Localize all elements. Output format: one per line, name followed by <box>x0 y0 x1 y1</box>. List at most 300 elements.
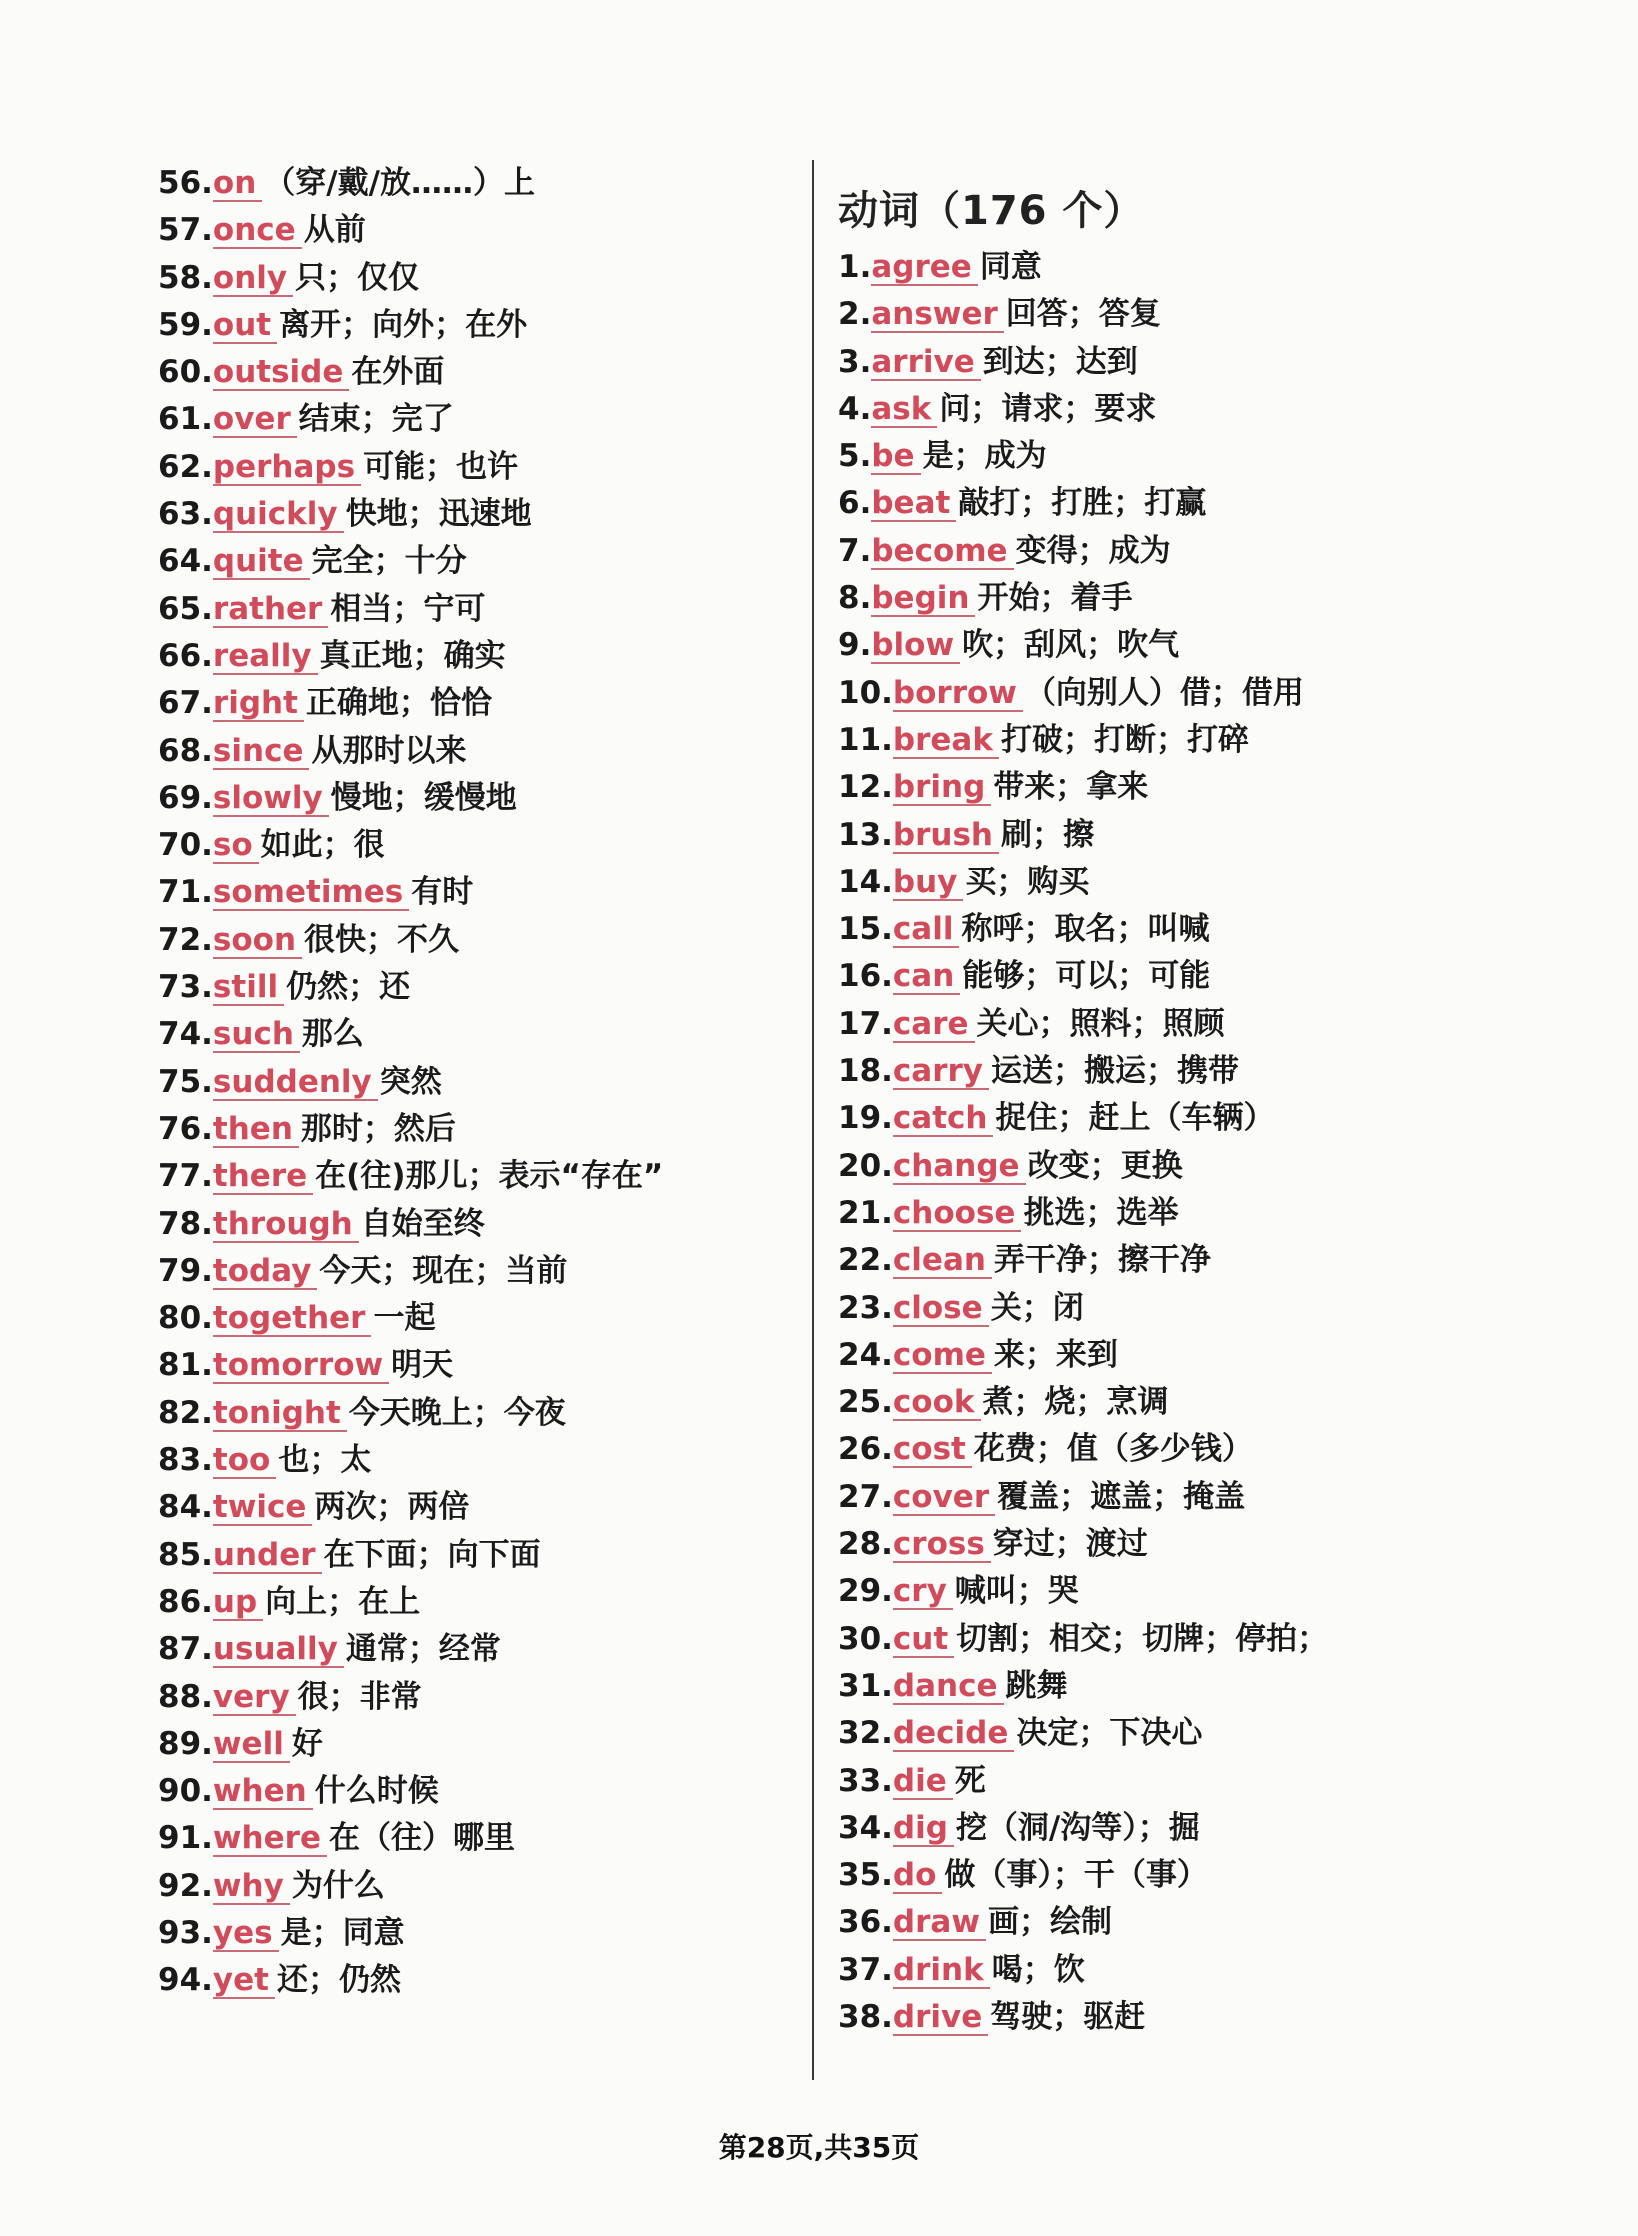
entry-word: twice <box>213 1490 312 1526</box>
entry-number: 91. <box>158 1820 213 1857</box>
entry-number: 6. <box>838 485 872 522</box>
entry-meaning: 从那时以来 <box>311 732 467 769</box>
entry-number: 86. <box>158 1583 213 1620</box>
page-footer: 第28页,共35页 <box>718 2131 920 2164</box>
vocab-entry <box>838 906 1478 953</box>
entry-number: 14. <box>838 863 893 900</box>
entry-meaning: 带来；拿来 <box>993 769 1149 806</box>
entry-word: close <box>893 1291 989 1327</box>
vocab-entry <box>158 1011 798 1058</box>
vocab-entry <box>158 255 798 302</box>
column-divider <box>812 160 814 2080</box>
entry-number: 27. <box>838 1478 893 1515</box>
entry-meaning: 慢地；缓慢地 <box>330 779 517 816</box>
entry-word: up <box>213 1585 263 1621</box>
entry-number: 37. <box>838 1951 893 1988</box>
entry-meaning: 今天；现在；当前 <box>319 1252 568 1289</box>
entry-number: 19. <box>838 1100 893 1137</box>
entry-word: such <box>213 1017 300 1053</box>
vocab-entry <box>838 339 1478 386</box>
entry-word: cover <box>893 1480 995 1516</box>
vocab-entry <box>838 953 1478 1000</box>
entry-word: yet <box>213 1963 275 1999</box>
entry-number: 10. <box>838 674 893 711</box>
vocab-entry <box>158 1626 798 1673</box>
entry-number: 25. <box>838 1384 893 1421</box>
entry-meaning: 切割；相交；切牌；停拍； <box>956 1620 1329 1657</box>
vocab-entry <box>838 1616 1478 1663</box>
entry-meaning: 能够；可以；可能 <box>962 958 1211 995</box>
entry-meaning: 决定；下决心 <box>1016 1715 1203 1752</box>
entry-word: drink <box>893 1953 990 1989</box>
entry-word: today <box>213 1254 317 1290</box>
entry-word: right <box>213 686 304 722</box>
entry-word: blow <box>871 628 960 664</box>
vocab-entry <box>838 1994 1478 2041</box>
entry-number: 65. <box>158 590 213 627</box>
vocab-entry <box>838 1190 1478 1237</box>
vocab-entry <box>838 717 1478 764</box>
vocab-entry <box>838 1947 1478 1994</box>
entry-meaning: 两次；两倍 <box>314 1489 470 1526</box>
entry-word: quite <box>213 544 310 580</box>
entry-number: 62. <box>158 448 213 485</box>
vocab-entry <box>838 1143 1478 1190</box>
entry-meaning: 有时 <box>411 874 474 911</box>
entry-number: 88. <box>158 1678 213 1715</box>
entry-word: decide <box>893 1716 1014 1752</box>
adverb-list-column <box>158 160 798 2005</box>
entry-meaning: （穿/戴/放……）上 <box>264 165 535 201</box>
entry-number: 34. <box>838 1809 893 1846</box>
entry-word: care <box>893 1007 975 1043</box>
vocab-entry <box>838 812 1478 859</box>
entry-meaning: 从前 <box>303 212 366 249</box>
entry-word: arrive <box>871 345 980 381</box>
entry-number: 31. <box>838 1667 893 1704</box>
entry-meaning: 只；仅仅 <box>295 259 420 296</box>
entry-meaning: （向别人）借；借用 <box>1024 674 1304 711</box>
entry-meaning: 回答；答复 <box>1005 296 1161 333</box>
vocab-entry <box>158 1579 798 1626</box>
entry-word: break <box>893 723 999 759</box>
entry-word: become <box>871 534 1013 570</box>
entry-number: 2. <box>838 296 872 333</box>
vocab-entry <box>158 302 798 349</box>
section-title: 动词（176 个） <box>838 188 1145 234</box>
entry-number: 57. <box>158 212 213 249</box>
vocab-entry <box>838 1379 1478 1426</box>
entry-word: very <box>213 1680 296 1716</box>
vocab-entry <box>838 859 1478 906</box>
entry-number: 78. <box>158 1205 213 1242</box>
entry-number: 92. <box>158 1867 213 1904</box>
entry-word: cross <box>893 1527 991 1563</box>
entry-meaning: 死 <box>954 1762 986 1799</box>
entry-meaning: 挖（洞/沟等）；掘 <box>955 1809 1200 1846</box>
vocab-entry <box>838 1048 1478 1095</box>
vocab-entry <box>158 1390 798 1437</box>
entry-meaning: 买；购买 <box>965 863 1090 900</box>
vocab-entry <box>158 396 798 443</box>
entry-word: buy <box>893 865 963 901</box>
entry-number: 73. <box>158 969 213 1006</box>
entry-number: 94. <box>158 1962 213 1999</box>
entry-word: out <box>213 308 277 344</box>
entry-word: brush <box>893 818 999 854</box>
vocab-entry <box>158 964 798 1011</box>
entry-number: 15. <box>838 911 893 948</box>
entry-word: over <box>213 402 297 438</box>
vocab-entry <box>158 1532 798 1579</box>
entry-meaning: 关；闭 <box>990 1289 1084 1326</box>
entry-word: through <box>213 1207 359 1243</box>
entry-word: answer <box>871 297 1003 333</box>
entry-word: together <box>213 1301 372 1337</box>
entry-word: borrow <box>893 676 1023 712</box>
vocab-entry <box>158 1295 798 1342</box>
entry-word: cost <box>893 1432 972 1468</box>
entry-number: 93. <box>158 1914 213 1951</box>
vocab-entry <box>158 349 798 396</box>
entry-meaning: 画；绘制 <box>987 1904 1112 1941</box>
vocab-entry <box>158 1153 798 1200</box>
entry-word: since <box>213 734 310 770</box>
entry-number: 17. <box>838 1005 893 1042</box>
entry-word: come <box>893 1338 992 1374</box>
entry-number: 87. <box>158 1631 213 1668</box>
entry-word: agree <box>871 250 977 286</box>
entry-number: 60. <box>158 354 213 391</box>
entry-meaning: 打破；打断；打碎 <box>1000 721 1249 758</box>
entry-word: die <box>893 1764 953 1800</box>
entry-word: still <box>213 970 284 1006</box>
entry-word: cook <box>893 1385 981 1421</box>
entry-number: 29. <box>838 1573 893 1610</box>
vocab-entry <box>838 1805 1478 1852</box>
vocab-entry <box>838 1852 1478 1899</box>
entry-word: too <box>213 1443 276 1479</box>
vocab-entry <box>838 1237 1478 1284</box>
vocab-entry <box>158 1957 798 2004</box>
vocab-entry <box>158 444 798 491</box>
vocab-entry <box>838 1474 1478 1521</box>
entry-number: 12. <box>838 769 893 806</box>
entry-word: catch <box>893 1101 994 1137</box>
entry-word: clean <box>893 1243 992 1279</box>
entry-meaning: 在（往）哪里 <box>328 1820 515 1857</box>
entry-number: 71. <box>158 874 213 911</box>
entry-meaning: 离开；向外；在外 <box>279 306 528 343</box>
entry-meaning: 弄干净；擦干净 <box>993 1242 1211 1279</box>
entry-meaning: 改变；更换 <box>1027 1147 1183 1184</box>
entry-meaning: 向上；在上 <box>265 1583 421 1620</box>
entry-word: dig <box>893 1811 954 1847</box>
entry-number: 61. <box>158 401 213 438</box>
entry-number: 79. <box>158 1252 213 1289</box>
vocab-entry <box>838 1285 1478 1332</box>
vocab-entry <box>838 1001 1478 1048</box>
entry-meaning: 穿过；渡过 <box>992 1526 1148 1563</box>
vocab-entry <box>838 1710 1478 1757</box>
vocab-entry <box>158 633 798 680</box>
vocab-entry <box>158 207 798 254</box>
entry-number: 84. <box>158 1489 213 1526</box>
entry-number: 11. <box>838 721 893 758</box>
entry-meaning: 运送；搬运；携带 <box>991 1053 1240 1090</box>
entry-number: 59. <box>158 306 213 343</box>
vocab-entry <box>158 1674 798 1721</box>
entry-number: 5. <box>838 438 872 475</box>
verb-list-column <box>838 180 1478 2041</box>
entry-word: perhaps <box>213 450 361 486</box>
vocab-entry <box>158 1248 798 1295</box>
entry-number: 64. <box>158 543 213 580</box>
entry-word: be <box>871 439 920 475</box>
entry-number: 81. <box>158 1347 213 1384</box>
entry-meaning: 挑选；选举 <box>1023 1194 1179 1231</box>
entry-meaning: 刷；擦 <box>1001 816 1094 853</box>
entry-word: sometimes <box>213 875 409 911</box>
entry-number: 24. <box>838 1336 893 1373</box>
vocab-entry <box>158 680 798 727</box>
vocab-entry <box>838 1899 1478 1946</box>
entry-number: 13. <box>838 816 893 853</box>
entry-word: change <box>893 1149 1026 1185</box>
entry-number: 21. <box>838 1194 893 1231</box>
vocab-entry <box>158 1721 798 1768</box>
vocab-entry <box>838 1095 1478 1142</box>
entry-meaning: 吹；刮风；吹气 <box>962 627 1180 664</box>
vocab-entry <box>158 1201 798 1248</box>
entry-number: 77. <box>158 1158 213 1195</box>
entry-word: carry <box>893 1054 989 1090</box>
entry-meaning: 那时；然后 <box>300 1110 456 1147</box>
entry-number: 72. <box>158 921 213 958</box>
vocab-entry <box>838 480 1478 527</box>
vocab-entry <box>838 670 1478 717</box>
entry-meaning: 为什么 <box>291 1867 385 1904</box>
entry-word: outside <box>213 355 349 391</box>
entry-meaning: 喊叫；哭 <box>954 1573 1079 1610</box>
vocab-entry <box>158 1484 798 1531</box>
entry-meaning: 自始至终 <box>360 1205 485 1242</box>
vocab-entry <box>158 1437 798 1484</box>
entry-word: on <box>213 166 262 202</box>
entry-number: 33. <box>838 1762 893 1799</box>
entry-number: 89. <box>158 1725 213 1762</box>
entry-number: 32. <box>838 1715 893 1752</box>
vocab-entry <box>158 160 798 207</box>
entry-word: begin <box>871 581 975 617</box>
entry-number: 28. <box>838 1526 893 1563</box>
vocab-entry <box>838 575 1478 622</box>
entry-meaning: 开始；着手 <box>977 580 1133 617</box>
vocab-entry <box>838 1521 1478 1568</box>
entry-meaning: 做（事）；干（事） <box>944 1857 1208 1894</box>
entry-meaning: 问；请求；要求 <box>939 390 1157 427</box>
entry-number: 38. <box>838 1998 893 2035</box>
entry-meaning: 很；非常 <box>297 1678 422 1715</box>
entry-meaning: 正确地；恰恰 <box>305 685 492 722</box>
entry-meaning: 是；成为 <box>922 438 1047 475</box>
entry-meaning: 结束；完了 <box>298 401 454 438</box>
vocab-entry <box>838 1758 1478 1805</box>
entry-number: 35. <box>838 1857 893 1894</box>
vocab-entry <box>158 917 798 964</box>
entry-word: drive <box>893 2000 988 2036</box>
entry-number: 20. <box>838 1147 893 1184</box>
vocab-entry <box>838 386 1478 433</box>
vocab-entry <box>838 764 1478 811</box>
entry-meaning: 一起 <box>373 1300 436 1337</box>
entry-meaning: 驾驶；驱赶 <box>990 1998 1146 2035</box>
entry-number: 22. <box>838 1242 893 1279</box>
vocab-entry <box>838 433 1478 480</box>
entry-number: 36. <box>838 1904 893 1941</box>
entry-word: cry <box>893 1574 953 1610</box>
entry-meaning: 明天 <box>391 1347 454 1384</box>
entry-number: 66. <box>158 637 213 674</box>
entry-number: 75. <box>158 1063 213 1100</box>
entry-meaning: 什么时候 <box>314 1773 439 1810</box>
entry-word: slowly <box>213 781 329 817</box>
entry-number: 8. <box>838 580 872 617</box>
verb-list <box>838 244 1478 2041</box>
entry-word: rather <box>213 592 328 628</box>
entry-meaning: 突然 <box>379 1063 442 1100</box>
vocab-entry <box>158 869 798 916</box>
entry-meaning: 真正地；确实 <box>319 637 506 674</box>
entry-word: there <box>213 1159 313 1195</box>
vocab-entry <box>838 1663 1478 1710</box>
entry-word: really <box>213 639 318 675</box>
entry-meaning: 相当；宁可 <box>330 590 486 627</box>
entry-word: only <box>213 261 293 297</box>
entry-word: cut <box>893 1622 954 1658</box>
vocab-entry <box>158 775 798 822</box>
entry-number: 30. <box>838 1620 893 1657</box>
entry-word: yes <box>213 1916 279 1952</box>
entry-word: why <box>213 1869 290 1905</box>
entry-word: can <box>893 959 960 995</box>
entry-number: 9. <box>838 627 872 664</box>
entry-number: 26. <box>838 1431 893 1468</box>
vocab-entry <box>158 491 798 538</box>
vocab-entry <box>838 622 1478 669</box>
vocab-entry <box>158 1059 798 1106</box>
vocab-entry <box>158 1106 798 1153</box>
entry-number: 90. <box>158 1773 213 1810</box>
entry-word: so <box>213 828 259 864</box>
entry-word: tomorrow <box>213 1348 389 1384</box>
entry-meaning: 喝；饮 <box>991 1951 1085 1988</box>
entry-number: 80. <box>158 1300 213 1337</box>
entry-word: call <box>893 912 960 948</box>
entry-meaning: 到达；达到 <box>982 343 1138 380</box>
entry-number: 56. <box>158 165 213 201</box>
vocab-entry <box>158 586 798 633</box>
entry-word: well <box>213 1727 290 1763</box>
entry-word: draw <box>893 1905 986 1941</box>
entry-word: bring <box>893 770 991 806</box>
vocab-entry <box>838 528 1478 575</box>
vocab-entry <box>838 1332 1478 1379</box>
entry-meaning: 在外面 <box>351 354 445 391</box>
vocab-entry <box>838 1426 1478 1473</box>
entry-word: usually <box>213 1632 344 1668</box>
entry-meaning: 好 <box>291 1725 323 1762</box>
entry-meaning: 完全；十分 <box>311 543 467 580</box>
entry-word: then <box>213 1112 299 1148</box>
entry-word: tonight <box>213 1396 347 1432</box>
entry-word: quickly <box>213 497 344 533</box>
entry-meaning: 那么 <box>301 1016 364 1053</box>
entry-number: 3. <box>838 343 872 380</box>
vocab-entry <box>838 1568 1478 1615</box>
vocab-entry <box>158 1342 798 1389</box>
entry-number: 4. <box>838 390 872 427</box>
entry-word: under <box>213 1538 322 1574</box>
entry-number: 67. <box>158 685 213 722</box>
entry-meaning: 是；同意 <box>280 1914 405 1951</box>
entry-number: 1. <box>838 249 872 285</box>
entry-meaning: 还；仍然 <box>276 1962 401 1999</box>
entry-number: 18. <box>838 1053 893 1090</box>
vocab-entry <box>158 1910 798 1957</box>
entry-meaning: 可能；也许 <box>363 448 519 485</box>
entry-meaning: 覆盖；遮盖；掩盖 <box>997 1478 1246 1515</box>
entry-number: 70. <box>158 827 213 864</box>
entry-meaning: 如此；很 <box>260 827 385 864</box>
entry-number: 82. <box>158 1394 213 1431</box>
entry-number: 76. <box>158 1110 213 1147</box>
entry-meaning: 今天晚上；今夜 <box>348 1394 566 1431</box>
vocab-entry <box>158 822 798 869</box>
vocab-entry <box>158 538 798 585</box>
entry-meaning: 在下面；向下面 <box>323 1536 541 1573</box>
entry-number: 16. <box>838 958 893 995</box>
entry-word: beat <box>871 486 956 522</box>
entry-number: 83. <box>158 1442 213 1479</box>
entry-meaning: 通常；经常 <box>345 1631 501 1668</box>
vocab-entry <box>158 1815 798 1862</box>
entry-word: soon <box>213 923 302 959</box>
entry-number: 7. <box>838 532 872 569</box>
entry-word: where <box>213 1821 327 1857</box>
entry-word: once <box>213 213 302 249</box>
entry-word: suddenly <box>213 1065 378 1101</box>
entry-number: 63. <box>158 496 213 533</box>
entry-meaning: 捉住；赶上（车辆） <box>995 1100 1275 1137</box>
entry-meaning: 仍然；还 <box>286 969 411 1006</box>
vocab-entry <box>158 728 798 775</box>
entry-number: 85. <box>158 1536 213 1573</box>
entry-word: when <box>213 1774 313 1810</box>
entry-meaning: 煮；烧；烹调 <box>982 1384 1169 1421</box>
entry-meaning: 也；太 <box>278 1442 372 1479</box>
entry-number: 69. <box>158 779 213 816</box>
entry-meaning: 跳舞 <box>1005 1667 1068 1704</box>
vocab-entry <box>838 244 1478 291</box>
entry-meaning: 敲打；打胜；打赢 <box>958 485 1207 522</box>
entry-meaning: 关心；照料；照顾 <box>976 1005 1225 1042</box>
entry-meaning: 快地；迅速地 <box>345 496 532 533</box>
entry-meaning: 花费；值（多少钱） <box>973 1431 1253 1468</box>
entry-meaning: 很快；不久 <box>304 921 460 958</box>
entry-meaning: 同意 <box>979 249 1042 285</box>
entry-meaning: 在(往)那儿；表示“存在” <box>315 1158 664 1195</box>
